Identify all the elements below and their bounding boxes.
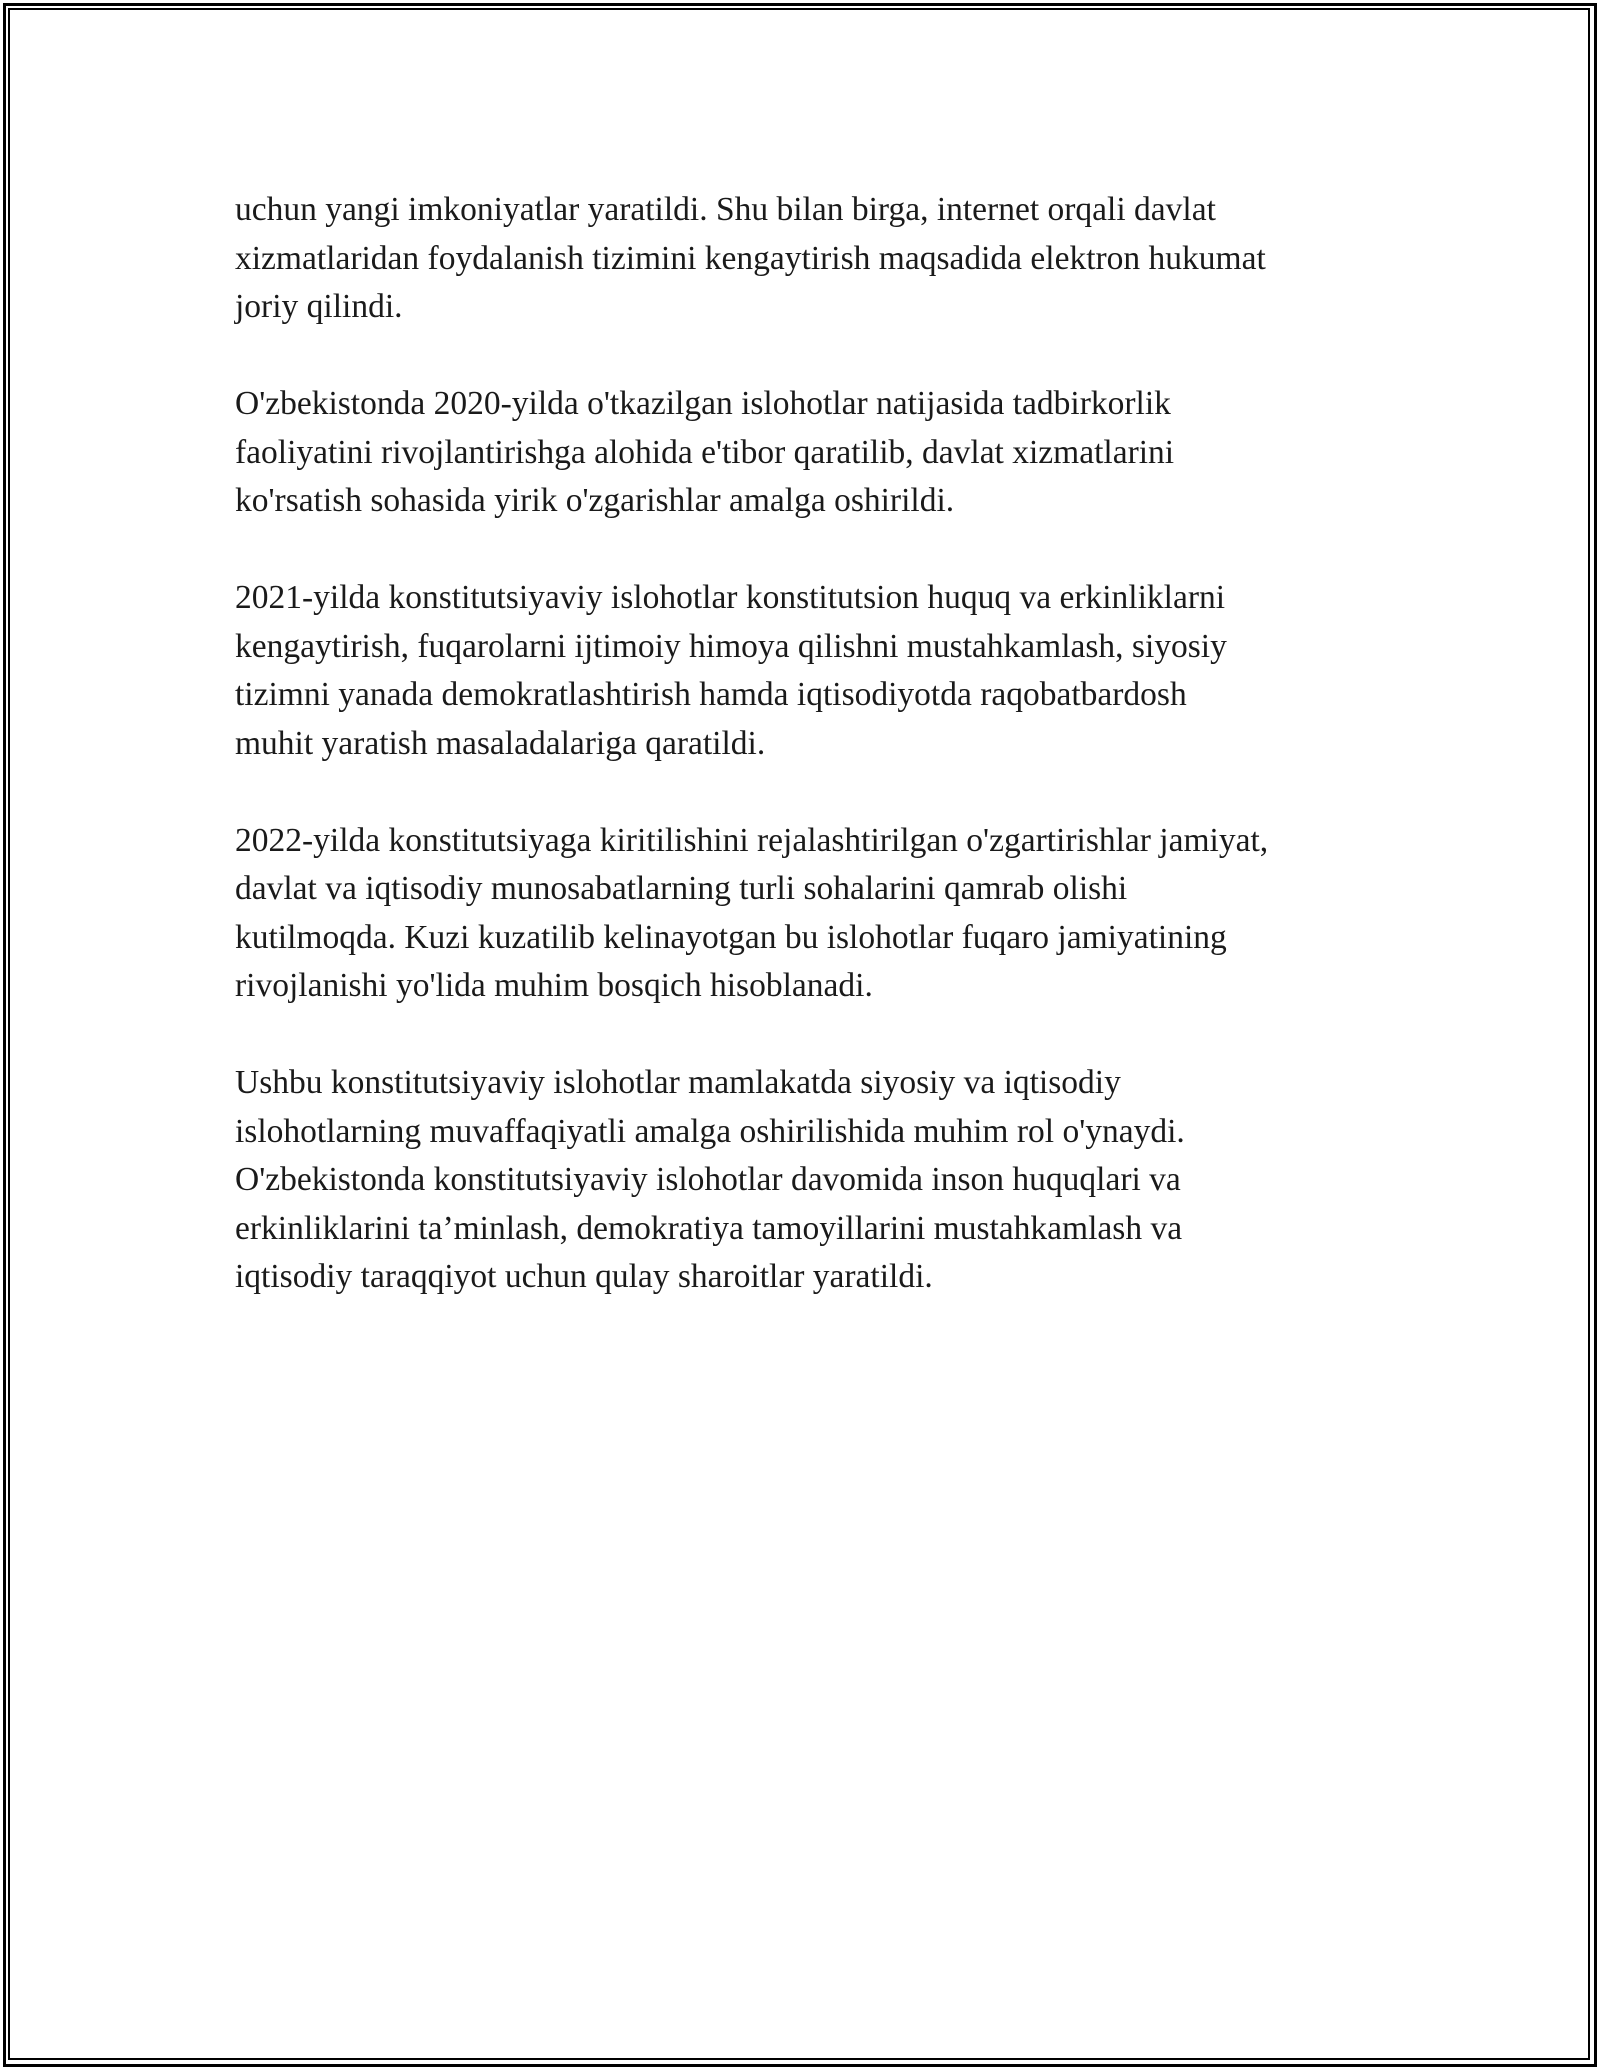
paragraph-1: uchun yangi imkoniyatlar yaratildi. Shu bilan birga, internet orqali davlat xizmatlaridan foydalanish tizimini kengaytirish maqsadida elektron hukumat joriy qilindi. xyxy=(235,191,1266,325)
paragraph-3: 2021-yilda konstitutsiyaviy islohotlar konstitutsion huquq va erkinliklarni kengaytirish, fuqarolarni ijtimoiy himoya qilishni mustahkamlash, siyosiy tizimni yanada demokratlashtirish hamda iqtisodiyotda raqobatbardosh muhit yaratish masaladalariga qaratildi. xyxy=(235,579,1227,762)
paragraph-4: 2022-yilda konstitutsiyaga kiritilishini rejalashtirilgan o'zgartirishlar jamiyat, davlat va iqtisodiy munosabatlarning turli sohalarini qamrab olishi kutilmoqda. Kuzi kuzatilib kelinayotgan bu islohotlar fuqaro jamiyatining rivojlanishi yo'lida muhim bosqich hisoblanadi. xyxy=(235,821,1269,1004)
paragraph-2: O'zbekistonda 2020-yilda o'tkazilgan islohotlar natijasida tadbirkorlik faoliyatini rivojlantirishga alohida e'tibor qaratilib, davlat xizmatlarini ko'rsatish sohasida yirik o'zgarishlar amalga oshirildi. xyxy=(235,385,1175,519)
document-body xyxy=(235,186,1385,1350)
paragraph-5: Ushbu konstitutsiyaviy islohotlar mamlakatda siyosiy va iqtisodiy islohotlarning muvaffaqiyatli amalga oshirilishida muhim rol o'ynaydi. O'zbekistonda konstitutsiyaviy islohotlar davomida inson huquqlari va erkinliklarini ta’minlash, demokratiya tamoyillarini mustahkamlash va iqtisodiy taraqqiyot uchun qulay sharoitlar yaratildi. xyxy=(235,1064,1185,1295)
